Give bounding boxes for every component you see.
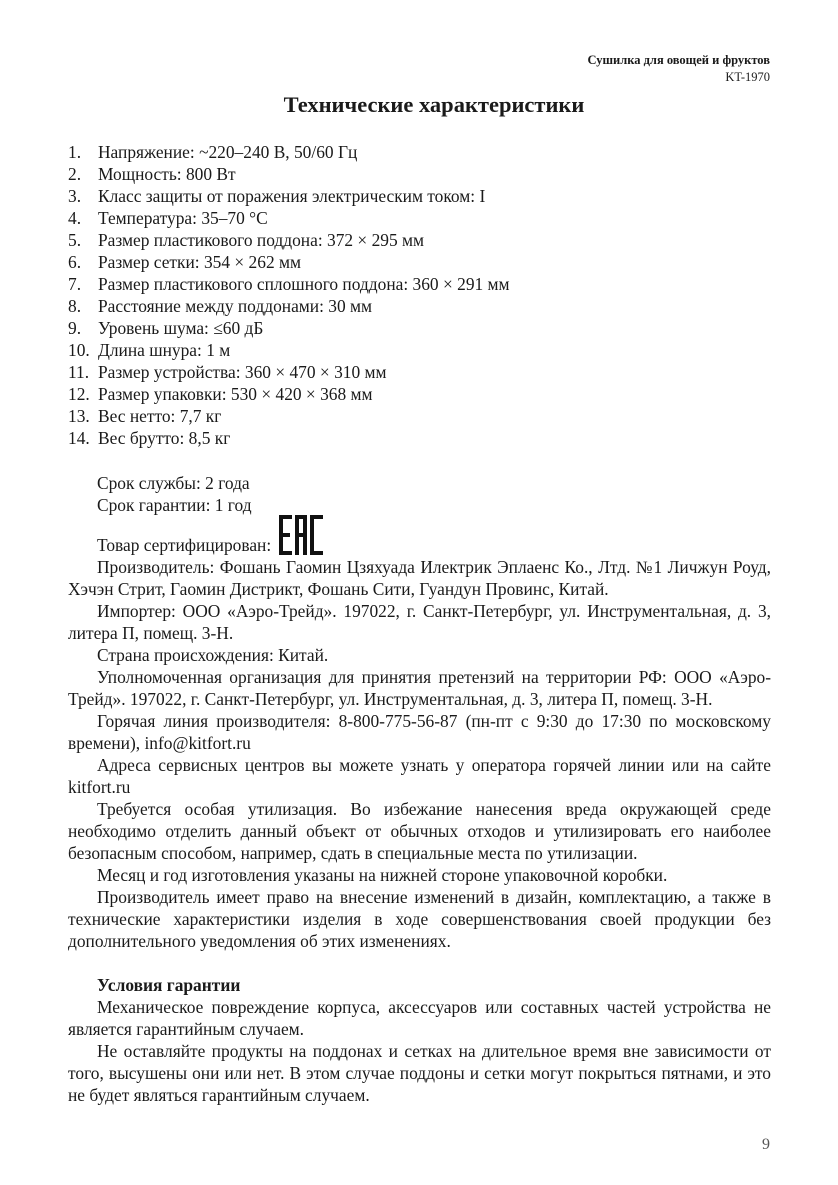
- spec-item: [68, 251, 510, 273]
- spec-item: [68, 163, 510, 185]
- spec-number: 13.: [68, 406, 90, 426]
- spec-text: Класс защиты от поражения электрическим током: I: [98, 186, 486, 206]
- page-header: [587, 52, 770, 86]
- spec-item: [68, 185, 510, 207]
- spec-text: Размер пластикового поддона: 372 × 295 мм: [98, 230, 425, 250]
- disposal-paragraph: Требуется особая утилизация. Во избежание нанесения вреда окружающей среде необходимо отделить данный объект от обычных отходов и утилизировать его наиболее безопасным способом, например, сдать в специальные места по утилизации.: [68, 799, 771, 863]
- spec-text: Длина шнура: 1 м: [98, 340, 231, 360]
- spec-text: Размер сетки: 354 × 262 мм: [98, 252, 301, 272]
- spec-text: Вес нетто: 7,7 кг: [98, 406, 222, 426]
- spec-item: [68, 427, 510, 449]
- spec-item: [68, 317, 510, 339]
- warranty-paragraph-2: Не оставляйте продукты на поддонах и сетках на длительное время вне зависимости от того, высушены они или нет. В этом случае поддоны и сетки могут покрыться пятнами, и это не будет являться гарантийным случаем.: [68, 1041, 771, 1105]
- warranty-heading: Условия гарантии: [97, 975, 241, 995]
- spec-number: 9.: [68, 318, 82, 338]
- changes-paragraph: Производитель имеет право на внесение изменений в дизайн, комплектацию, а также в технические характеристики изделия в ходе совершенствования своей продукции без дополнительного уведомления об этих изменениях.: [68, 887, 771, 951]
- manufacturer-paragraph: Производитель: Фошань Гаомин Цзяхуада Илектрик Эплаенс Ко., Лтд. №1 Личжун Роуд, Хэчэн Стрит, Гаомин Дистрикт, Фошань Сити, Гуандун Провинс, Китай.: [68, 557, 771, 599]
- spec-text: Температура: 35–70 °C: [98, 208, 268, 228]
- warranty-paragraph-1: Механическое повреждение корпуса, аксессуаров или составных частей устройства не является гарантийным случаем.: [68, 997, 771, 1039]
- spec-item: [68, 229, 510, 251]
- spec-number: 1.: [68, 142, 82, 162]
- spec-number: 10.: [68, 340, 90, 360]
- spec-text: Напряжение: ~220–240 В, 50/60 Гц: [98, 142, 358, 162]
- spec-item: [68, 295, 510, 317]
- spec-item: [68, 383, 510, 405]
- service-life: Срок службы: 2 года: [97, 473, 250, 493]
- spec-text: Вес брутто: 8,5 кг: [98, 428, 231, 448]
- page-title: Технические характеристики: [283, 92, 585, 117]
- spec-number: 4.: [68, 208, 82, 228]
- spec-text: Мощность: 800 Вт: [98, 164, 236, 184]
- spec-item: [68, 141, 510, 163]
- authorized-org-paragraph: Уполномоченная организация для принятия претензий на территории РФ: ООО «Аэро-Трейд». 197022, г. Санкт-Петербург, ул. Инструментальная, д. 3, литера П, помещ. 3-Н.: [68, 667, 771, 709]
- spec-text: Уровень шума: ≤60 дБ: [98, 318, 264, 338]
- spec-number: 6.: [68, 252, 82, 272]
- hotline-paragraph: Горячая линия производителя: 8-800-775-56-87 (пн-пт с 9:30 до 17:30 по московскому времени), info@kitfort.ru: [68, 711, 771, 753]
- header-product-name: Сушилка для овощей и фруктов: [587, 53, 770, 67]
- spec-text: Расстояние между поддонами: 30 мм: [98, 296, 373, 316]
- specs-list: [68, 141, 510, 449]
- spec-item: [68, 405, 510, 427]
- spec-item: [68, 207, 510, 229]
- spec-item: [68, 273, 510, 295]
- warranty-period: Срок гарантии: 1 год: [97, 495, 252, 515]
- spec-number: 12.: [68, 384, 90, 404]
- spec-number: 14.: [68, 428, 90, 448]
- spec-item: [68, 361, 510, 383]
- certification-line: [68, 516, 771, 556]
- spec-text: Размер устройства: 360 × 470 × 310 мм: [98, 362, 387, 382]
- spec-number: 5.: [68, 230, 82, 250]
- page-number: 9: [762, 1136, 770, 1153]
- spec-item: [68, 339, 510, 361]
- spec-number: 7.: [68, 274, 82, 294]
- info-section: [68, 472, 771, 1106]
- origin-paragraph: Страна происхождения: Китай.: [97, 645, 329, 665]
- spec-text: Размер упаковки: 530 × 420 × 368 мм: [98, 384, 373, 404]
- spec-number: 11.: [68, 362, 90, 382]
- spec-number: 2.: [68, 164, 82, 184]
- service-centers-paragraph: Адреса сервисных центров вы можете узнать у оператора горячей линии или на сайте kitfort.ru: [68, 755, 771, 797]
- spec-number: 3.: [68, 186, 82, 206]
- header-model: KT-1970: [725, 70, 770, 84]
- manufacture-date-paragraph: Месяц и год изготовления указаны на нижней стороне упаковочной коробки.: [97, 865, 668, 885]
- spec-number: 8.: [68, 296, 82, 316]
- eac-certification-mark: [279, 515, 323, 555]
- spec-text: Размер пластикового сплошного поддона: 360 × 291 мм: [98, 274, 510, 294]
- certified-label: Товар сертифицирован:: [97, 535, 272, 555]
- importer-paragraph: Импортер: ООО «Аэро-Трейд». 197022, г. Санкт-Петербург, ул. Инструментальная, д. 3, литера П, помещ. 3-Н.: [68, 601, 771, 643]
